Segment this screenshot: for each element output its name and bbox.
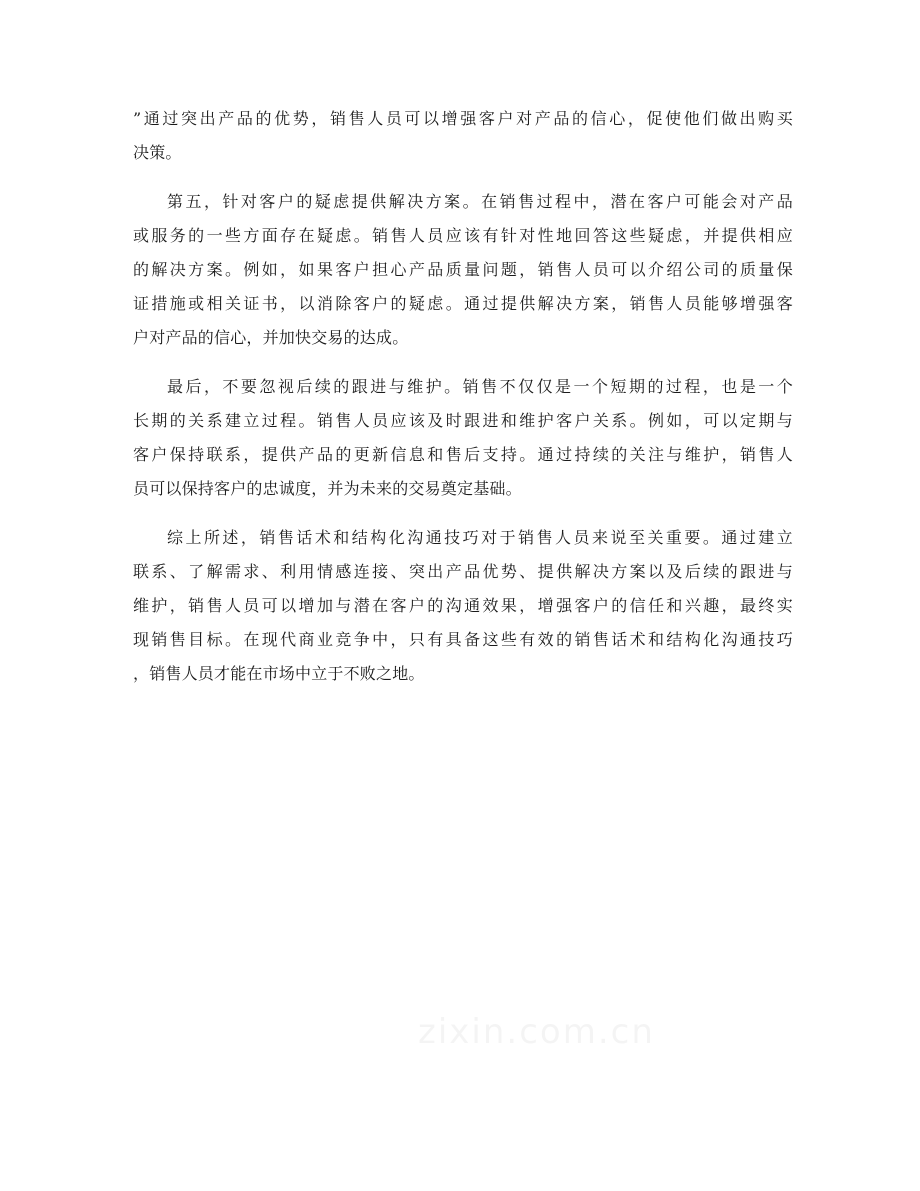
- paragraph: [133, 521, 793, 691]
- text-line: 现销售目标。在现代商业竞争中，只有具备这些有效的销售话术和结构化沟通技巧: [133, 630, 793, 649]
- paragraph: [133, 102, 793, 170]
- paragraph: [133, 370, 793, 506]
- text-line: 联系、了解需求、利用情感连接、突出产品优势、提供解决方案以及后续的跟进与: [133, 562, 793, 581]
- text-line: 户对产品的信心，并加快交易的达成。: [133, 328, 409, 347]
- text-line: ，销售人员才能在市场中立于不败之地。: [133, 664, 425, 683]
- watermark: [418, 1012, 655, 1052]
- text-line: 的解决方案。例如，如果客户担心产品质量问题，销售人员可以介绍公司的质量保: [133, 260, 793, 279]
- text-line: 最后，不要忽视后续的跟进与维护。销售不仅仅是一个短期的过程，也是一个: [167, 377, 793, 396]
- paragraph: [133, 185, 793, 355]
- text-line: 决策。: [133, 143, 182, 162]
- text-line: 证措施或相关证书，以消除客户的疑虑。通过提供解决方案，销售人员能够增强客: [133, 294, 793, 313]
- text-line: 长期的关系建立过程。销售人员应该及时跟进和维护客户关系。例如，可以定期与: [133, 411, 793, 430]
- text-line: ”通过突出产品的优势，销售人员可以增强客户对产品的信心，促使他们做出购买: [133, 109, 793, 128]
- text-line: 第五，针对客户的疑虑提供解决方案。在销售过程中，潜在客户可能会对产品: [167, 192, 793, 211]
- text-line: 维护，销售人员可以增加与潜在客户的沟通效果，增强客户的信任和兴趣，最终实: [133, 596, 793, 615]
- text-line: 员可以保持客户的忠诚度，并为未来的交易奠定基础。: [133, 479, 522, 498]
- text-line: 或服务的一些方面存在疑虑。销售人员应该有针对性地回答这些疑虑，并提供相应: [133, 226, 793, 245]
- document-body: [133, 102, 793, 691]
- text-line: 综上所述，销售话术和结构化沟通技巧对于销售人员来说至关重要。通过建立: [167, 528, 793, 547]
- text-line: 客户保持联系，提供产品的更新信息和售后支持。通过持续的关注与维护，销售人: [133, 445, 793, 464]
